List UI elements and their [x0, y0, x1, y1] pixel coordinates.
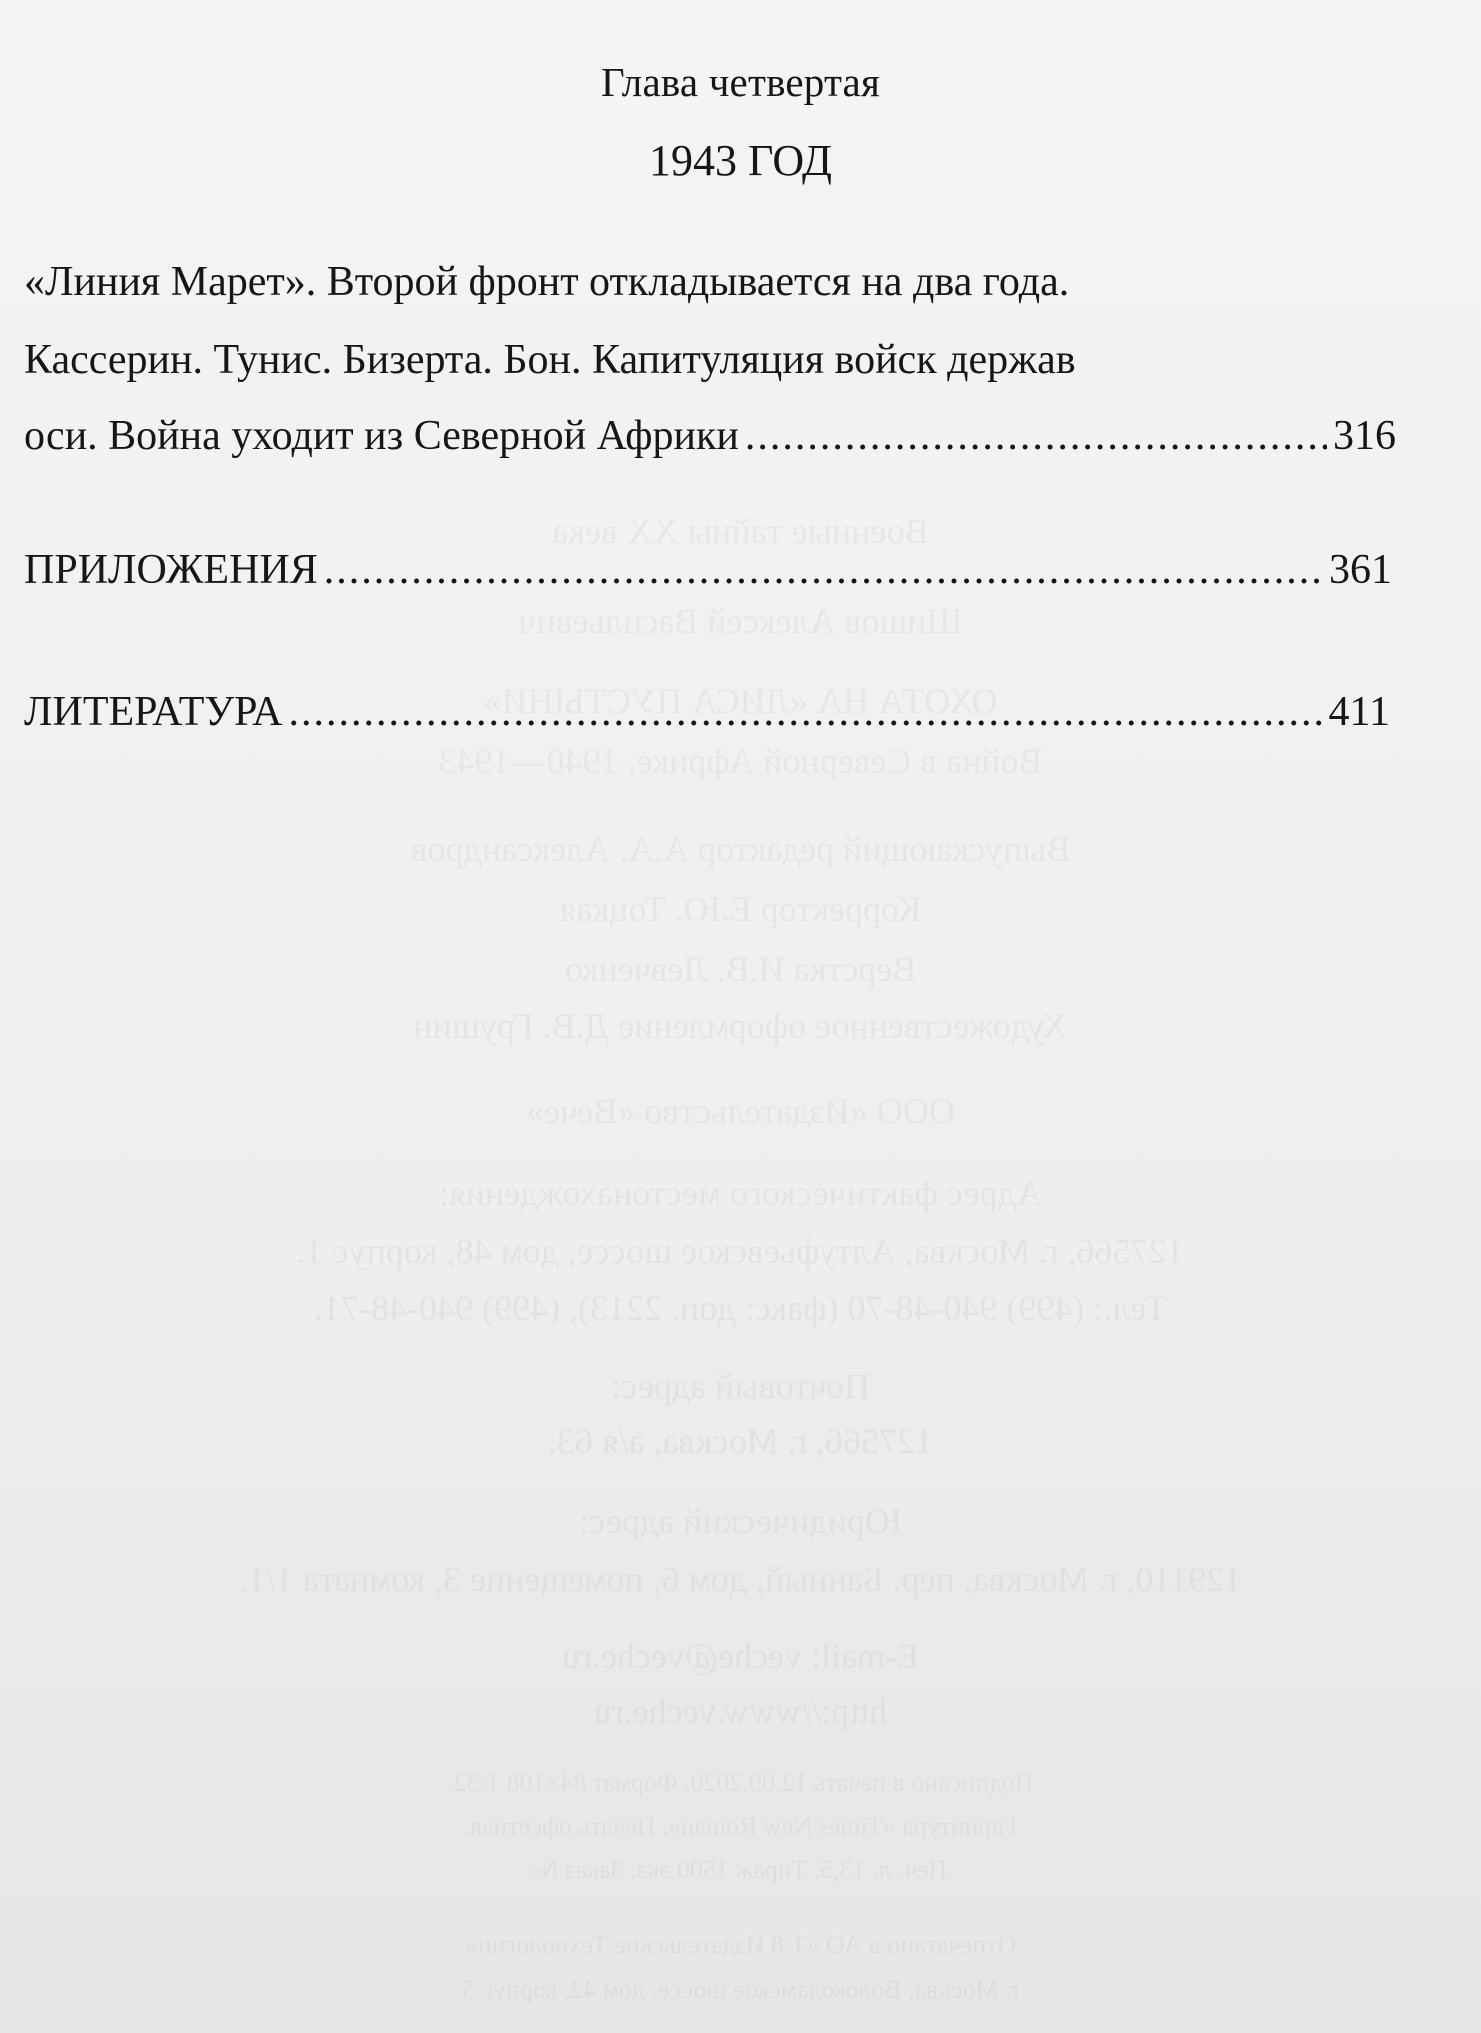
dot-leader [288, 688, 1322, 736]
toc-appendices-label: ПРИЛОЖЕНИЯ [24, 547, 318, 593]
bleed-subtitle [0, 740, 1481, 782]
bleed-print-line1 [0, 1768, 1481, 1798]
bleed-author [0, 600, 1481, 642]
dot-leader [324, 546, 1323, 594]
bleed-legal-label [0, 1500, 1481, 1542]
bleed-corrector [0, 888, 1481, 930]
toc-page-number: 411 [1328, 689, 1390, 735]
bleed-address-line1 [0, 1230, 1481, 1272]
bleed-website [0, 1690, 1481, 1732]
toc-entry-line3 [24, 412, 1396, 460]
toc-page-number: 316 [1333, 413, 1396, 459]
bleed-legal-line [0, 1558, 1481, 1600]
toc-page-number: 361 [1329, 547, 1392, 593]
toc-entry-appendices [24, 546, 1392, 594]
bleed-address-label [0, 1172, 1481, 1214]
bleed-editor [0, 828, 1481, 870]
bleed-postal-line [0, 1420, 1481, 1462]
bleed-email [0, 1635, 1481, 1677]
chapter-title: 1943 ГОД [649, 136, 832, 185]
bleed-postal-label [0, 1365, 1481, 1407]
bleed-address-line2 [0, 1287, 1481, 1329]
toc-entry-line1: «Линия Марет». Второй фронт откладывается на два года. [24, 259, 1070, 305]
bleed-print-line3 [0, 1855, 1481, 1885]
bleed-layout [0, 948, 1481, 990]
toc-entry-literature [24, 688, 1390, 736]
bleed-printer-line1 [0, 1930, 1481, 1960]
toc-entry-line3-text: оси. Война уходит из Северной Африки [24, 413, 739, 459]
chapter-label: Глава четвертая [600, 59, 881, 105]
toc-literature-label: ЛИТЕРАТУРА [24, 689, 283, 735]
bleed-printer-line2 [0, 1975, 1481, 2005]
toc-entry-line2: Кассерин. Тунис. Бизерта. Бон. Капитуляция войск держав [24, 337, 1076, 383]
bleed-publisher [0, 1090, 1481, 1132]
bleed-print-line2 [0, 1812, 1481, 1842]
dot-leader [745, 412, 1327, 460]
bleed-design [0, 1005, 1481, 1047]
